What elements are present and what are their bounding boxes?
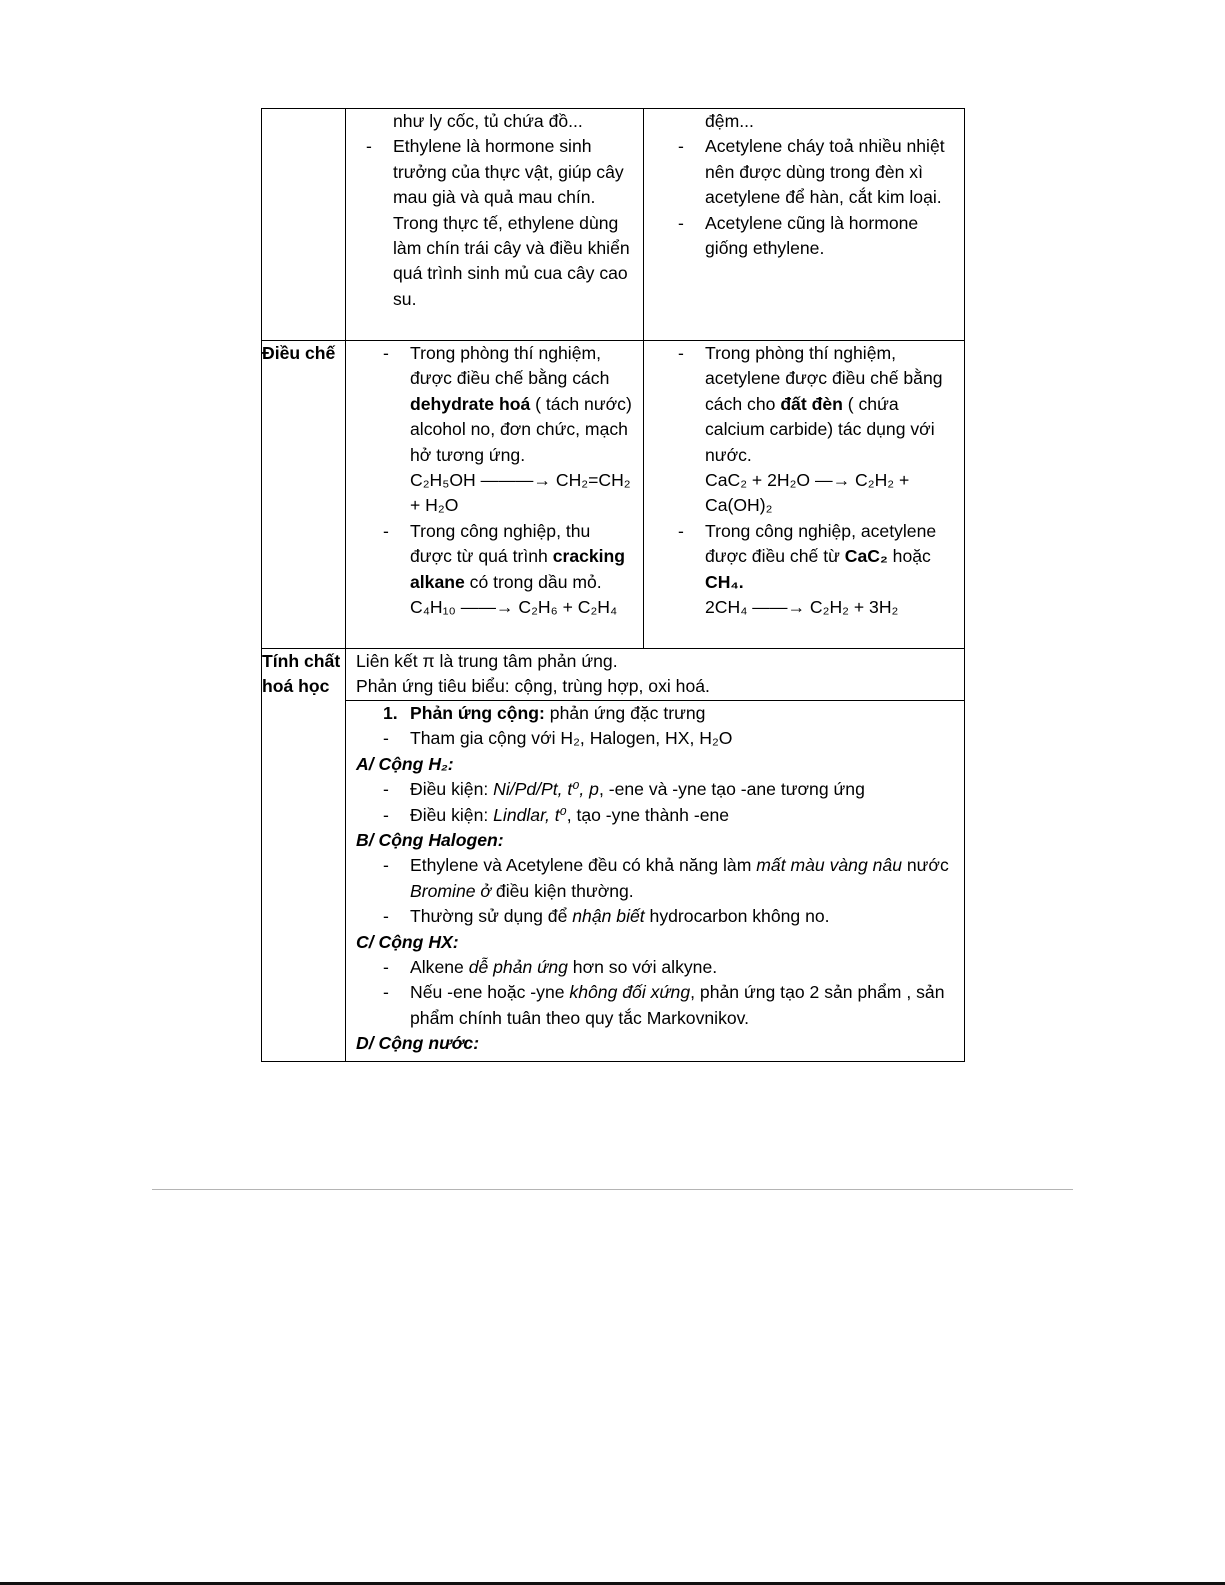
chemical-properties-intro-cell [346,649,965,701]
section-heading-c: C/ Cộng HX: [356,931,459,952]
intro-line: Phản ứng tiêu biểu: cộng, trùng hợp, oxi hoá. [356,676,710,697]
ethylene-preparation-cell [346,341,644,649]
list-item: - Alkene dễ phản ứng hơn so với alkyne. [383,955,958,980]
list-item: - Trong công nghiệp, acetylene được điều chế từ CaC₂ hoặc CH₄. 2CH₄ ——→ C₂H₂ + 3H₂ [678,519,956,621]
row-label-empty [262,109,346,341]
table-row-preparation [262,341,965,649]
equation: C₂H₅OH ———→ CH₂=CH₂ + H₂O [410,470,631,516]
table-row-applications [262,109,965,341]
section-heading-a: A/ Cộng H₂: [356,753,454,774]
list-item: - Acetylene cháy toả nhiều nhiệt nên được dùng trong đèn xì acetylene để hàn, cắt kim loại. [678,134,956,210]
row-label-preparation: Điều chế [262,341,346,649]
section-heading-d: D/ Cộng nước: [356,1033,480,1054]
addition-reactions-cell [346,701,965,1062]
list-item: - Điều kiện: Ni/Pd/Pt, t⁰, p, -ene và -yne tạo -ane tương ứng [383,777,958,802]
equation: 2CH₄ ——→ C₂H₂ + 3H₂ [705,597,899,618]
table-row-chemical-properties [262,649,965,701]
list-item: - Trong công nghiệp, thu được từ quá trình cracking alkane có trong dầu mỏ. C₄H₁₀ ——→ C₂H₆ + C₂H₄ [383,519,635,621]
acetylene-continuation-text: đệm... [705,111,754,131]
row-label-chemical-properties: Tính chất hoá học [262,649,346,1062]
numbered-item: 1. Phản ứng cộng: phản ứng đặc trưng [383,703,706,723]
list-item: - Nếu -ene hoặc -yne không đối xứng, phản ứng tạo 2 sản phẩm , sản phẩm chính tuân theo quy tắc Markovnikov. [383,980,958,1031]
intro-line: Liên kết π là trung tâm phản ứng. [356,651,618,671]
list-item: - Thường sử dụng để nhận biết hydrocarbon không no. [383,904,958,929]
section-heading-b: B/ Cộng Halogen: [356,830,504,851]
list-item: - Trong phòng thí nghiệm, acetylene được điều chế bằng cách cho đất đèn ( chứa calcium carbide) tác dụng với nước. CaC₂ + 2H₂O —→ C₂H₂ + Ca(OH)₂ [678,341,956,519]
list-item: - Tham gia cộng với H₂, Halogen, HX, H₂O [383,726,958,751]
acetylene-preparation-cell [644,341,965,649]
list-item: - Ethylene và Acetylene đều có khả năng làm mất màu vàng nâu nước Bromine ở điều kiện thường. [383,853,958,904]
comparison-table [261,108,965,1062]
list-item: - Acetylene cũng là hormone giống ethylene. [678,211,956,262]
list-item: - Điều kiện: Lindlar, t⁰, tạo -yne thành -ene [383,803,958,828]
equation: C₄H₁₀ ——→ C₂H₆ + C₂H₄ [410,597,618,618]
acetylene-applications-cell [644,109,965,341]
table-row-addition-reactions [262,701,965,1062]
list-item: - Trong phòng thí nghiệm, được điều chế bằng cách dehydrate hoá ( tách nước) alcohol no, đơn chức, mạch hở tương ứng. C₂H₅OH ———→ CH₂=CH₂ + H₂O [383,341,635,519]
ethylene-applications-cell [346,109,644,341]
ethylene-continuation-text: như ly cốc, tủ chứa đồ... [393,111,583,131]
equation: CaC₂ + 2H₂O —→ C₂H₂ + Ca(OH)₂ [705,470,910,516]
list-item: - Ethylene là hormone sinh trưởng của thực vật, giúp cây mau già và quả mau chín. Trong thực tế, ethylene dùng làm chín trái cây và điều khiển quá trình sinh mủ cua cây cao su. [366,134,635,312]
page-divider [152,1189,1073,1190]
